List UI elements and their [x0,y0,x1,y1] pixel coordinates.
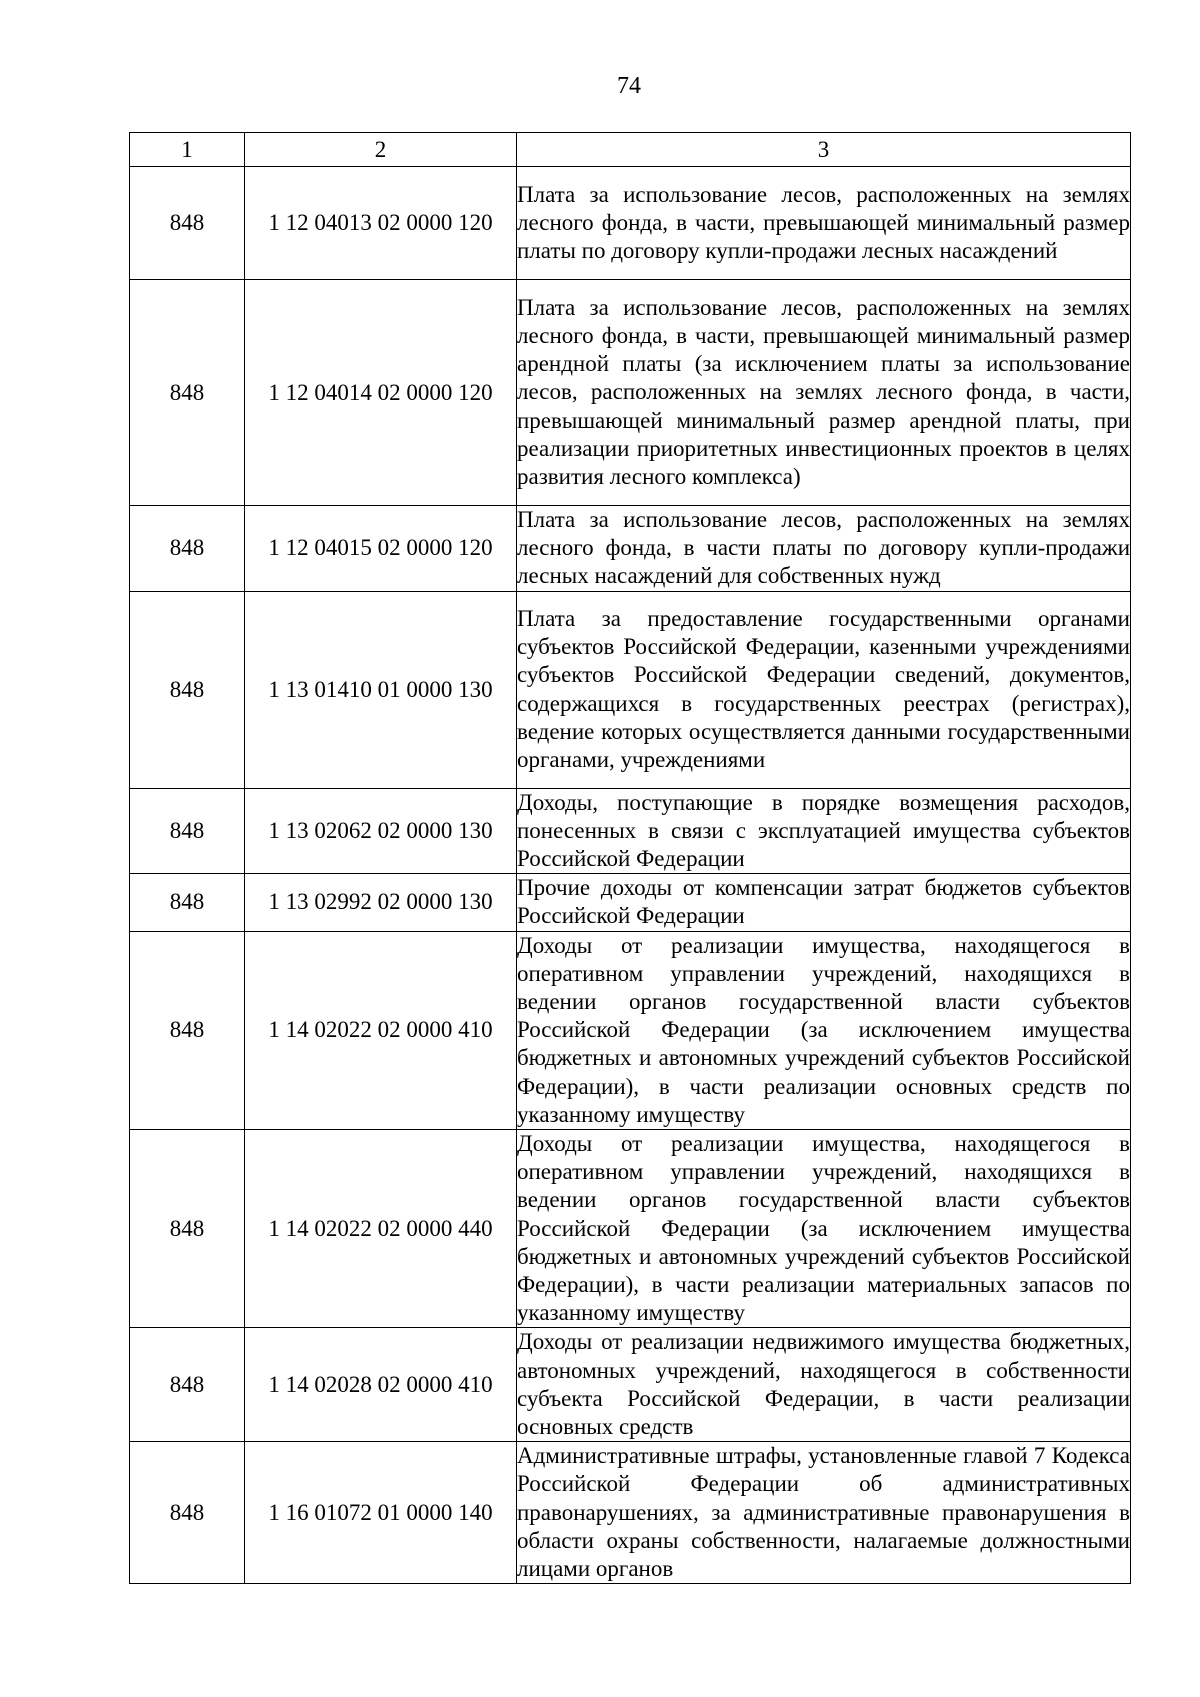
administrator-code: 848 [130,931,245,1129]
budget-classification-code: 1 14 02028 02 0000 410 [245,1328,517,1442]
income-description: Плата за использование лесов, расположенных на землях лесного фонда, в части, превышающей минимальный размер арендной платы (за исключением платы за использование лесов, расположенных на землях лесного фонда, в части, превышающей минимальный размер арендной платы, при реализации приоритетных инвестиционных проектов в целях развития лесного комплекса) [517,280,1131,506]
income-description: Доходы от реализации имущества, находящегося в оперативном управлении учреждений, находящихся в ведении органов государственной власти субъектов Российской Федерации (за исключением имущества бюджетных и автономных учреждений субъектов Российской Федерации), в части реализации основных средств по указанному имуществу [517,931,1131,1129]
revenue-codes-table [129,132,1131,1584]
administrator-code: 848 [130,167,245,280]
budget-classification-code: 1 12 04014 02 0000 120 [245,280,517,506]
table-row [130,1130,1131,1328]
income-description: Плата за использование лесов, расположенных на землях лесного фонда, в части, превышающей минимальный размер платы по договору купли-продажи лесных насаждений [517,167,1131,280]
administrator-code: 848 [130,506,245,592]
administrator-code: 848 [130,280,245,506]
administrator-code: 848 [130,1130,245,1328]
budget-classification-code: 1 14 02022 02 0000 440 [245,1130,517,1328]
page-number: 74 [617,73,641,99]
table-row [130,591,1131,788]
budget-classification-code: 1 13 02992 02 0000 130 [245,874,517,931]
income-description: Прочие доходы от компенсации затрат бюджетов субъектов Российской Федерации [517,874,1131,931]
table-row [130,931,1131,1129]
income-description: Административные штрафы, установленные главой 7 Кодекса Российской Федерации об административных правонарушениях, за административные правонарушения в области охраны собственности, налагаемые должностными лицами органов [517,1442,1131,1584]
table-row [130,1442,1131,1584]
column-header-1: 1 [130,133,245,167]
table-row [130,506,1131,592]
table-header-row [130,133,1131,167]
administrator-code: 848 [130,874,245,931]
income-description: Плата за предоставление государственными органами субъектов Российской Федерации, казенными учреждениями субъектов Российской Федерации сведений, документов, содержащихся в государственных реестрах (регистрах), ведение которых осуществляется данными государственными органами, учреждениями [517,591,1131,788]
column-header-2: 2 [245,133,517,167]
income-description: Плата за использование лесов, расположенных на землях лесного фонда, в части платы по договору купли-продажи лесных насаждений для собственных нужд [517,506,1131,592]
table-row [130,1328,1131,1442]
budget-classification-code: 1 13 02062 02 0000 130 [245,788,517,874]
administrator-code: 848 [130,1328,245,1442]
income-description: Доходы, поступающие в порядке возмещения расходов, понесенных в связи с эксплуатацией имущества субъектов Российской Федерации [517,788,1131,874]
budget-classification-code: 1 12 04013 02 0000 120 [245,167,517,280]
table-row [130,167,1131,280]
table-row [130,874,1131,931]
budget-classification-code: 1 12 04015 02 0000 120 [245,506,517,592]
table-row [130,788,1131,874]
income-description: Доходы от реализации имущества, находящегося в оперативном управлении учреждений, находящихся в ведении органов государственной власти субъектов Российской Федерации (за исключением имущества бюджетных и автономных учреждений субъектов Российской Федерации), в части реализации материальных запасов по указанному имуществу [517,1130,1131,1328]
income-description: Доходы от реализации недвижимого имущества бюджетных, автономных учреждений, находящегося в собственности субъекта Российской Федерации, в части реализации основных средств [517,1328,1131,1442]
column-header-3: 3 [517,133,1131,167]
administrator-code: 848 [130,788,245,874]
administrator-code: 848 [130,1442,245,1584]
table-row [130,280,1131,506]
administrator-code: 848 [130,591,245,788]
budget-classification-code: 1 13 01410 01 0000 130 [245,591,517,788]
budget-classification-code: 1 16 01072 01 0000 140 [245,1442,517,1584]
budget-classification-code: 1 14 02022 02 0000 410 [245,931,517,1129]
